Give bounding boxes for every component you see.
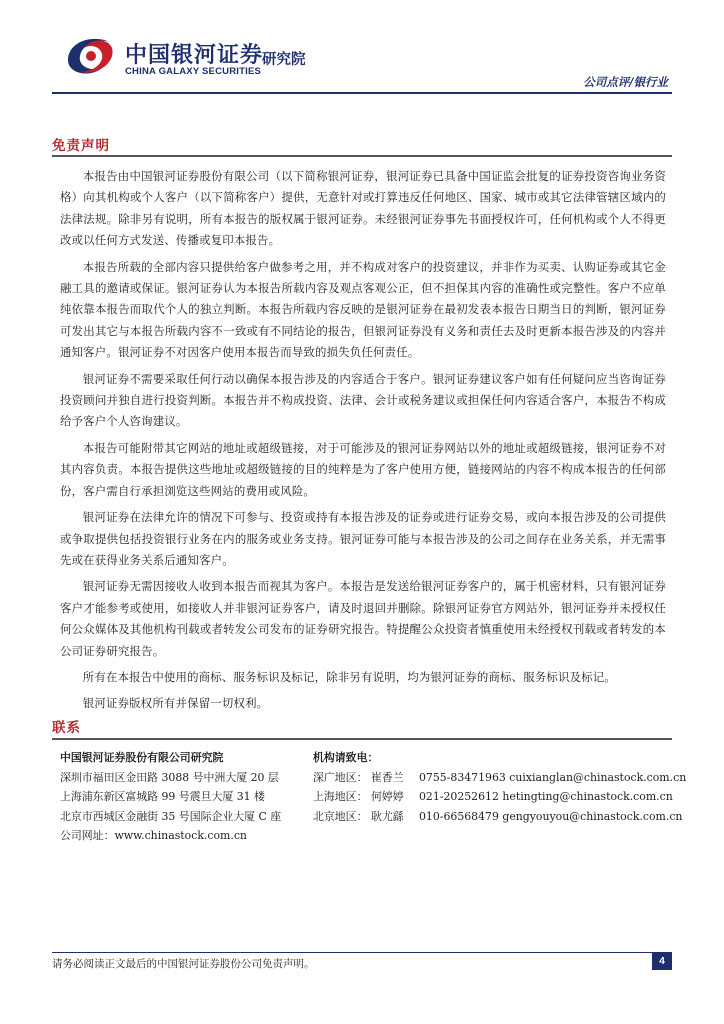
brand-name-cn: 中国银河证券 bbox=[125, 43, 264, 68]
report-type-label: 公司点评/银行业 bbox=[583, 75, 668, 89]
hotline-contact[interactable]: 010-66568479 gengyouyou@chinastock.com.cn bbox=[419, 809, 683, 823]
contact-address-block bbox=[60, 748, 310, 846]
page-header bbox=[0, 0, 724, 100]
disclaimer-paragraph: 本报告由中国银河证券股份有限公司（以下简称银河证券，银河证券已具备中国证监会批复的证券投资咨询业务资格）向其机构或个人客户（以下简称客户）提供，无意针对或打算违反任何地区、国家、城市或其它法律管辖区域内的法律法规。除非另有说明，所有本报告的版权属于银河证券。未经银河证券事先书面授权许可，任何机构或个人不得更改或以任何方式发送、传播或复印本报告。 bbox=[60, 169, 666, 248]
hotline-row bbox=[313, 807, 683, 827]
brand-institute: 研究院 bbox=[262, 52, 306, 68]
disclaimer-body bbox=[60, 166, 666, 720]
hotline-label: 机构请致电： bbox=[313, 751, 379, 764]
hotline-region: 北京地区： bbox=[313, 809, 368, 823]
disclaimer-paragraph: 银河证券版权所有并保留一切权利。 bbox=[82, 696, 269, 711]
address-line: 上海浦东新区富城路 99 号震旦大厦 31 楼 bbox=[60, 790, 265, 804]
disclaimer-divider bbox=[52, 155, 672, 157]
hotline-region: 深广地区： bbox=[313, 770, 368, 784]
hotline-region: 上海地区： bbox=[313, 790, 368, 804]
disclaimer-paragraph: 所有在本报告中使用的商标、服务标识及标记，除非另有说明，均为银河证券的商标、服务标识及标记。 bbox=[82, 669, 616, 684]
contact-title: 联系 bbox=[52, 720, 81, 736]
hotline-row bbox=[313, 787, 673, 807]
hotline-row bbox=[313, 768, 687, 788]
footer-notice: 请务必阅读正文最后的中国银河证券股份公司免责声明。 bbox=[52, 958, 315, 970]
hotline-name: 耿尤繇 bbox=[371, 809, 404, 823]
disclaimer-paragraph: 本报告可能附带其它网站的地址或超级链接，对于可能涉及的银河证券网站以外的地址或超级链接，银河证券不对其内容负责。本报告提供这些地址或超级链接的目的纯粹是为了客户使用方便，链接网站的内容不构成本报告的任何部份，客户需自行承担浏览这些网站的费用或风险。 bbox=[60, 440, 666, 498]
disclaimer-paragraph: 银河证券不需要采取任何行动以确保本报告涉及的内容适合于客户。银河证券建议客户如有任何疑问应当咨询证券投资顾问并独自进行投资判断。本报告并不构成投资、法律、会计或税务建议或担保任何内容适合客户，本报告不构成给予客户个人咨询建议。 bbox=[60, 371, 666, 429]
disclaimer-paragraph: 本报告所载的全部内容只提供给客户做参考之用，并不构成对客户的投资建议，并非作为买卖、认购证券或其它金融工具的邀请或保证。银河证券认为本报告所载内容及观点客观公正，但不担保其内容的准确性或完整性。客户不应单纯依靠本报告而取代个人的独立判断。本报告所载内容反映的是银河证券在最初发表本报告日期当日的判断，银河证券可发出其它与本报告所载内容不一致或有不同结论的报告，但银河证券没有义务和责任去及时更新本报告涉及的内容并通知客户。银河证券不对因客户使用本报告而导致的损失负任何责任。 bbox=[60, 259, 666, 360]
hotline-name: 何婷婷 bbox=[371, 790, 404, 804]
hotline-contact[interactable]: 021-20252612 hetingting@chinastock.com.cn bbox=[419, 790, 673, 804]
company-website[interactable]: 公司网址：www.chinastock.com.cn bbox=[60, 829, 247, 843]
footer-divider bbox=[52, 952, 672, 953]
address-line: 北京市西城区金融街 35 号国际企业大厦 C 座 bbox=[60, 809, 282, 823]
address-line: 深圳市福田区金田路 3088 号中洲大厦 20 层 bbox=[60, 770, 279, 784]
contact-hotline-block bbox=[313, 748, 687, 826]
disclaimer-paragraph: 银河证券无需因接收人收到本报告而视其为客户。本报告是发送给银河证券客户的，属于机密材料，只有银河证券客户才能参考或使用，如接收人并非银河证券客户，请及时退回并删除。除银河证券官方网站外，银河证券并未授权任何公众媒体及其他机构刊载或者转发公司发布的证券研究报告。特提醒公众投资者慎重使用未经授权刊载或者转发的本公司证券研究报告。 bbox=[60, 579, 666, 658]
header-divider bbox=[52, 92, 672, 94]
contact-divider bbox=[52, 738, 672, 740]
company-name: 中国银河证券股份有限公司研究院 bbox=[60, 751, 224, 764]
hotline-name: 崔香兰 bbox=[371, 770, 404, 784]
brand-name-en: CHINA GALAXY SECURITIES bbox=[125, 66, 262, 77]
disclaimer-paragraph: 银河证券在法律允许的情况下可参与、投资或持有本报告涉及的证券或进行证券交易，或向本报告涉及的公司提供或争取提供包括投资银行业务在内的服务或业务支持。银河证券可能与本报告涉及的公司之间存在业务关系，并无需事先或在获得业务关系后通知客户。 bbox=[60, 510, 666, 567]
hotline-contact[interactable]: 0755-83471963 cuixianglan@chinastock.com.cn bbox=[419, 770, 687, 784]
disclaimer-title: 免责声明 bbox=[52, 138, 110, 154]
page-number: 4 bbox=[652, 953, 672, 970]
galaxy-logo-icon bbox=[62, 32, 118, 78]
